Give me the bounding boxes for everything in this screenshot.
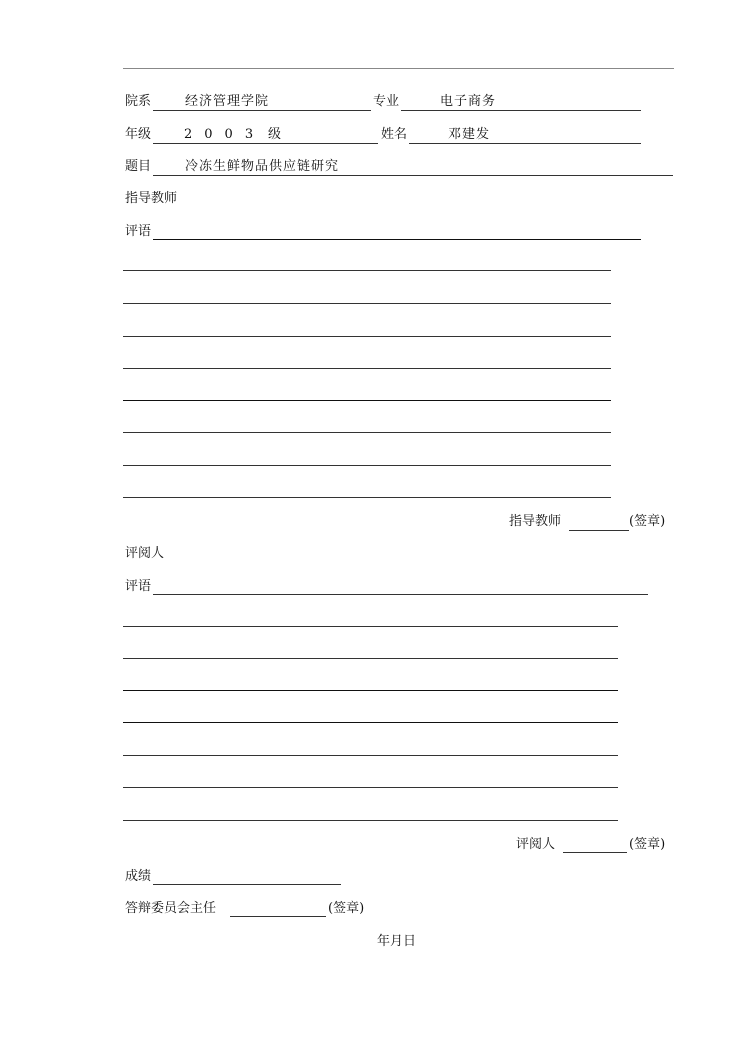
reviewer-comment-label: 评语 bbox=[125, 579, 152, 594]
major-value: 电子商务 bbox=[440, 94, 497, 109]
committee-sign-suffix: (签章) bbox=[328, 901, 365, 916]
advisor-comment-label: 评语 bbox=[125, 224, 152, 239]
committee-sign-line bbox=[230, 916, 326, 917]
date-label: 年月日 bbox=[377, 934, 417, 949]
reviewer-comment-line bbox=[123, 690, 618, 691]
advisor-title: 指导教师 bbox=[125, 191, 178, 206]
name-value: 邓建发 bbox=[448, 127, 491, 142]
grade-value: 2003 bbox=[184, 127, 266, 142]
advisor-comment-line bbox=[123, 368, 611, 369]
grade-underline bbox=[153, 143, 378, 144]
topic-underline bbox=[153, 175, 673, 176]
committee-label: 答辩委员会主任 bbox=[125, 901, 217, 916]
dept-label: 院系 bbox=[125, 94, 152, 109]
major-underline bbox=[401, 110, 641, 111]
advisor-sign-label: 指导教师 bbox=[509, 514, 562, 529]
advisor-comment-line bbox=[153, 239, 641, 240]
reviewer-comment-line bbox=[123, 755, 618, 756]
grade-label: 年级 bbox=[125, 127, 152, 142]
reviewer-title: 评阅人 bbox=[125, 546, 165, 561]
advisor-comment-line bbox=[123, 270, 611, 271]
page-top-rule bbox=[123, 68, 674, 69]
dept-value: 经济管理学院 bbox=[185, 94, 270, 109]
advisor-comment-line bbox=[123, 303, 611, 304]
grade-suffix: 级 bbox=[268, 127, 282, 142]
reviewer-comment-line bbox=[123, 626, 618, 627]
score-label: 成绩 bbox=[125, 869, 152, 884]
reviewer-comment-line bbox=[123, 658, 618, 659]
reviewer-comment-line bbox=[153, 594, 648, 595]
advisor-comment-line bbox=[123, 400, 611, 401]
name-label: 姓名 bbox=[381, 127, 408, 142]
reviewer-sign-suffix: (签章) bbox=[629, 837, 666, 852]
reviewer-comment-line bbox=[123, 787, 618, 788]
name-underline bbox=[409, 143, 641, 144]
reviewer-comment-line bbox=[123, 722, 618, 723]
advisor-sign-suffix: (签章) bbox=[629, 514, 666, 529]
topic-label: 题目 bbox=[125, 159, 152, 174]
advisor-comment-line bbox=[123, 336, 611, 337]
score-line bbox=[153, 884, 341, 885]
dept-underline bbox=[153, 110, 371, 111]
reviewer-sign-line bbox=[563, 852, 627, 853]
reviewer-comment-line bbox=[123, 820, 618, 821]
major-label: 专业 bbox=[373, 94, 400, 109]
advisor-comment-line bbox=[123, 432, 611, 433]
advisor-comment-line bbox=[123, 497, 611, 498]
reviewer-sign-label: 评阅人 bbox=[516, 837, 556, 852]
advisor-comment-line bbox=[123, 465, 611, 466]
advisor-sign-line bbox=[569, 530, 629, 531]
topic-value: 冷冻生鲜物品供应链研究 bbox=[185, 159, 340, 174]
